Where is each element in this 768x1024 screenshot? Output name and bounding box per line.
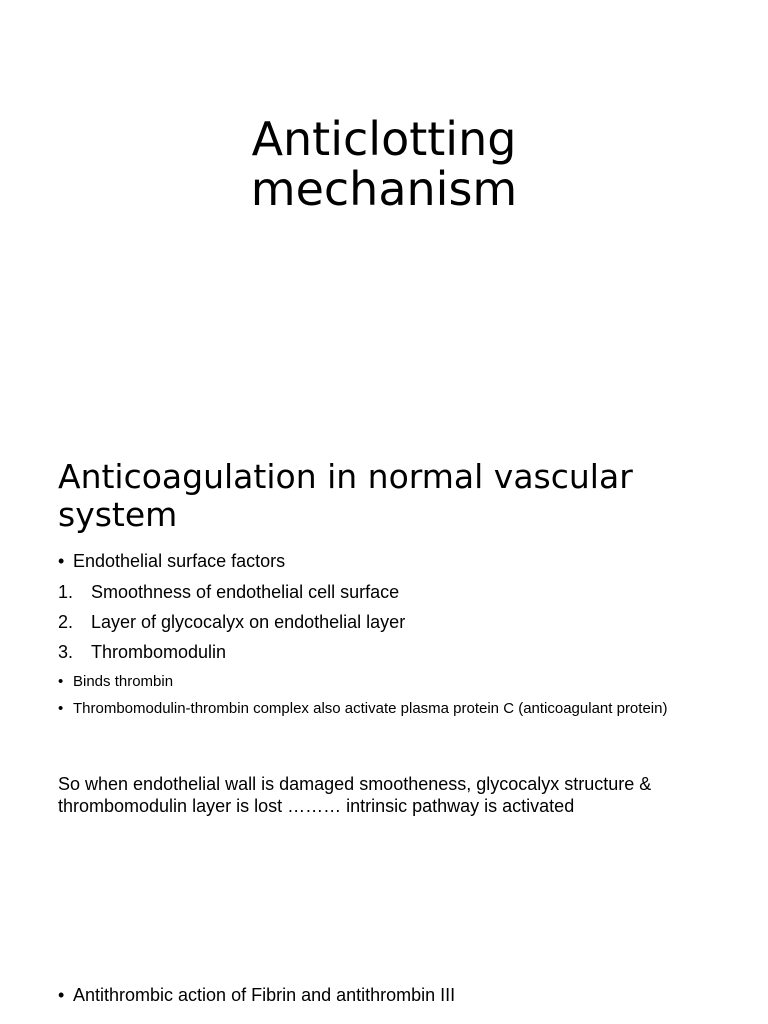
item-text: Smoothness of endothelial cell surface (91, 582, 400, 602)
bullet-marker: • (58, 551, 65, 571)
damage-paragraph: So when endothelial wall is damaged smootheness, glycocalyx structure & thrombomodulin layer is lost ……… intrinsic pathway is activated (58, 774, 652, 816)
sub-bullet-text: Binds thrombin (73, 673, 174, 690)
numbered-item-1 (58, 581, 399, 603)
item-text: Layer of glycocalyx on endothelial layer (91, 612, 406, 632)
bullet-text: Endothelial surface factors (73, 551, 286, 571)
bullet-marker: • (58, 985, 65, 1005)
numbered-item-3 (58, 641, 226, 663)
slide-title (0, 114, 768, 214)
bullet-antithrombic (58, 984, 455, 1006)
item-number: 3. (58, 642, 74, 662)
numbered-item-2 (58, 611, 405, 633)
title-line-1: Anticlotting (251, 112, 517, 166)
bullet-endothelial-factors (58, 550, 285, 572)
section-heading: Anticoagulation in normal vascular system (58, 457, 633, 534)
item-number: 1. (58, 582, 74, 602)
sub-bullet-text: Thrombomodulin-thrombin complex also activate plasma protein C (anticoagulant protein) (73, 700, 668, 717)
title-line-2: mechanism (250, 162, 518, 216)
sub-bullet-2 (58, 699, 708, 718)
item-number: 2. (58, 612, 74, 632)
sub-bullet-1 (58, 672, 708, 691)
bullet-marker: • (58, 673, 64, 690)
bullet-text: Antithrombic action of Fibrin and antithrombin III (73, 985, 456, 1005)
bullet-marker: • (58, 700, 64, 717)
item-text: Thrombomodulin (91, 642, 227, 662)
